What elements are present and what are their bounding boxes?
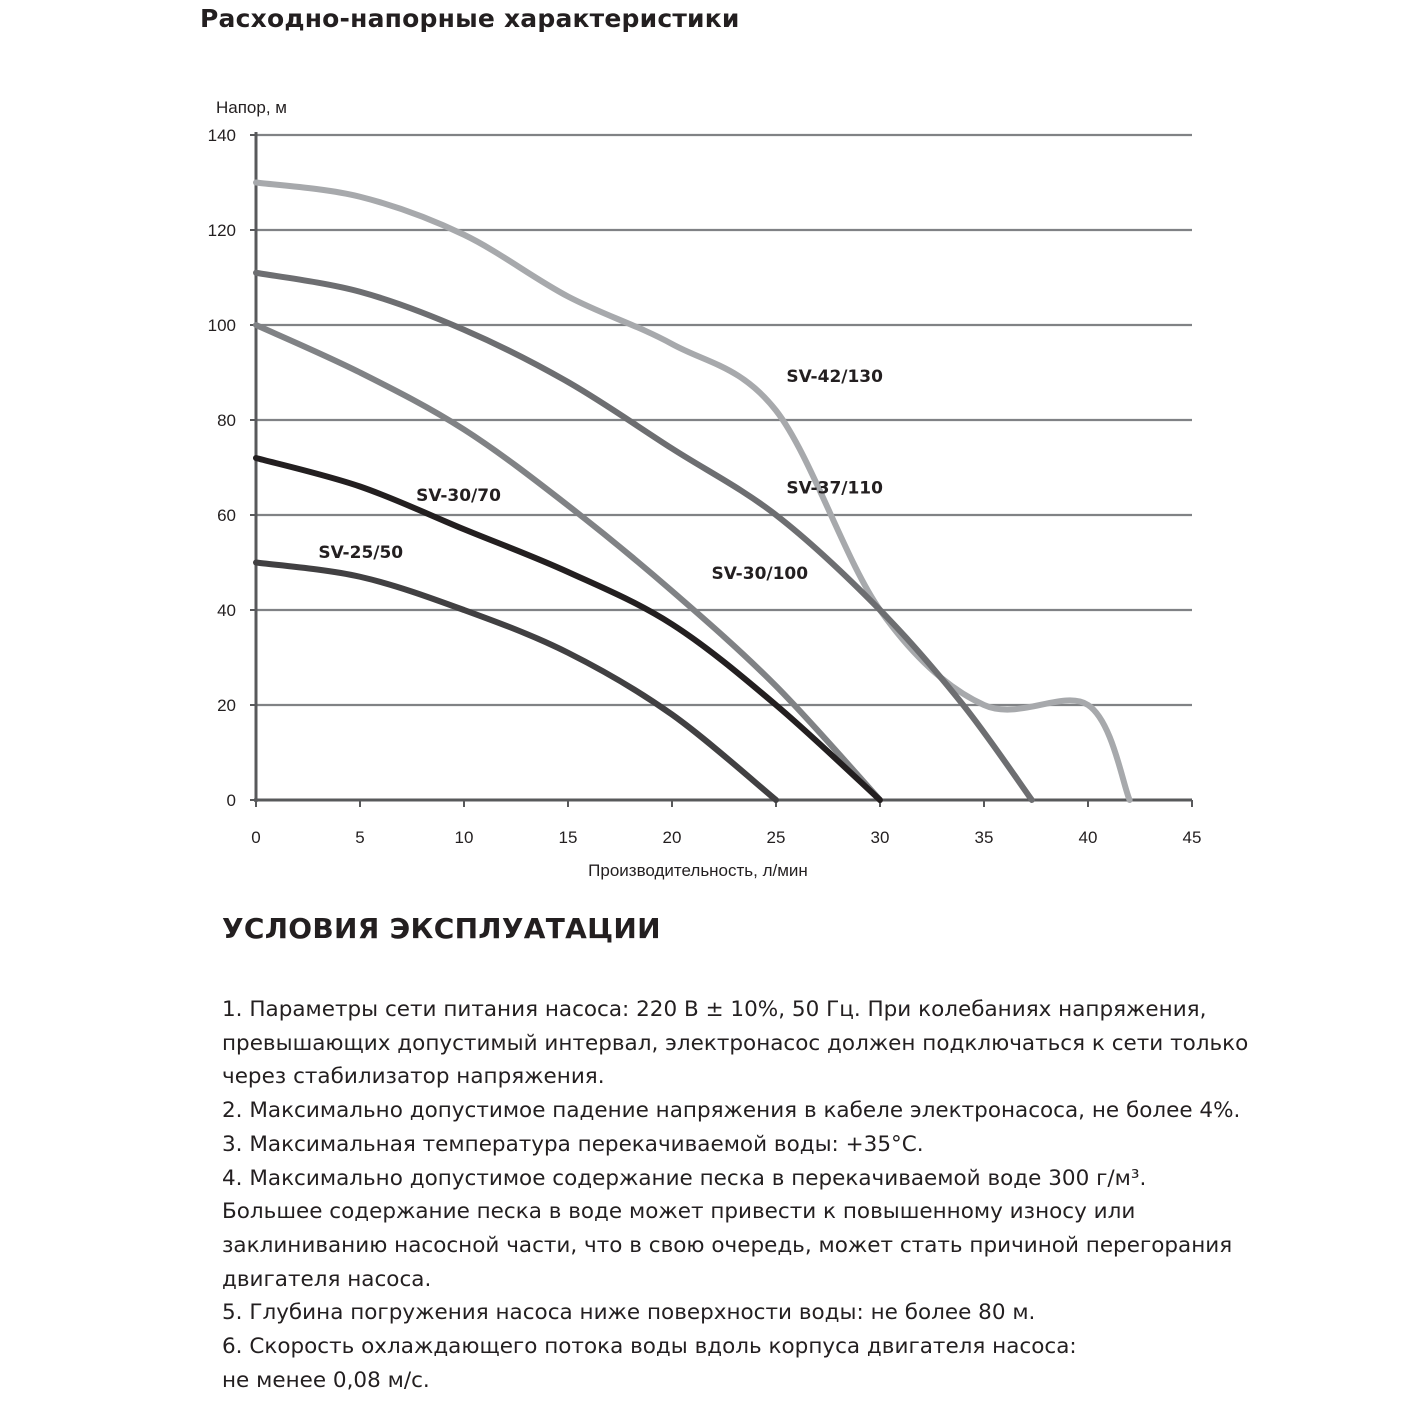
y-tick-label: 0 [226, 791, 236, 810]
series-line-sv-30-70 [256, 458, 880, 800]
x-tick-label: 0 [251, 828, 261, 847]
series-line-sv-25-50 [256, 563, 776, 801]
condition-line: двигателя насоса. [222, 1266, 432, 1292]
series-lines [256, 183, 1130, 801]
series-label: SV-25/50 [318, 542, 404, 563]
y-tick-label: 140 [207, 126, 236, 145]
grid-lines [256, 135, 1192, 705]
series-line-sv-42-130 [256, 183, 1130, 801]
condition-line: через стабилизатор напряжения. [222, 1064, 605, 1090]
conditions-heading: УСЛОВИЯ ЭКСПЛУАТАЦИИ [222, 912, 661, 945]
condition-line: 1. Параметры сети питания насоса: 220 В ± 10%, 50 Гц. При колебаниях напряжения, [222, 997, 1207, 1022]
x-tick-label: 30 [870, 828, 890, 847]
series-label: SV-30/100 [711, 564, 809, 585]
x-tick-label: 20 [662, 828, 682, 847]
operating-conditions [222, 993, 1282, 1397]
condition-line: заклиниванию насосной части, что в свою очередь, может стать причиной перегорания [222, 1232, 1233, 1258]
y-tick-label: 100 [207, 316, 236, 335]
x-tick-label: 35 [974, 828, 994, 847]
x-tick-label: 40 [1078, 828, 1098, 847]
series-label: SV-42/130 [786, 367, 883, 387]
condition-line: Большее содержание песка в воде может привести к повышенному износу или [222, 1199, 1136, 1225]
condition-line: 4. Максимально допустимое содержание песка в перекачиваемой воде 300 г/м³. [222, 1165, 1147, 1191]
series-line-sv-37-110 [256, 273, 1032, 800]
condition-line: 2. Максимально допустимое падение напряжения в кабеле электронасоса, не более 4%. [222, 1098, 1241, 1124]
condition-line: 3. Максимальная температура перекачиваемой воды: +35°C. [222, 1131, 924, 1157]
y-tick-label: 40 [217, 601, 236, 620]
x-tick-label: 10 [454, 828, 474, 847]
series-label: SV-30/70 [416, 485, 501, 506]
chart-title: Расходно-напорные характеристики [200, 4, 740, 33]
y-axis-label: Напор, м [216, 98, 287, 117]
condition-line: превышающих допустимый интервал, электронасос должен подключаться к сети только [222, 1030, 1249, 1056]
y-tick-label: 60 [217, 506, 236, 525]
y-tick-label: 80 [217, 411, 236, 430]
x-tick-label: 25 [766, 828, 786, 847]
y-tick-label: 120 [207, 221, 236, 240]
x-tick-label: 15 [558, 828, 578, 847]
condition-line: 5. Глубина погружения насоса ниже поверхности воды: не более 80 м. [222, 1300, 1036, 1326]
condition-line: 6. Скорость охлаждающего потока воды вдоль корпуса двигателя насоса: [222, 1334, 1077, 1360]
x-axis-label: Производительность, л/мин [588, 861, 808, 880]
y-tick-label: 20 [217, 696, 236, 715]
condition-line: не менее 0,08 м/с. [222, 1367, 430, 1393]
x-tick-label: 45 [1182, 828, 1202, 847]
series-label: SV-37/110 [786, 478, 883, 499]
x-tick-label: 5 [355, 828, 365, 847]
